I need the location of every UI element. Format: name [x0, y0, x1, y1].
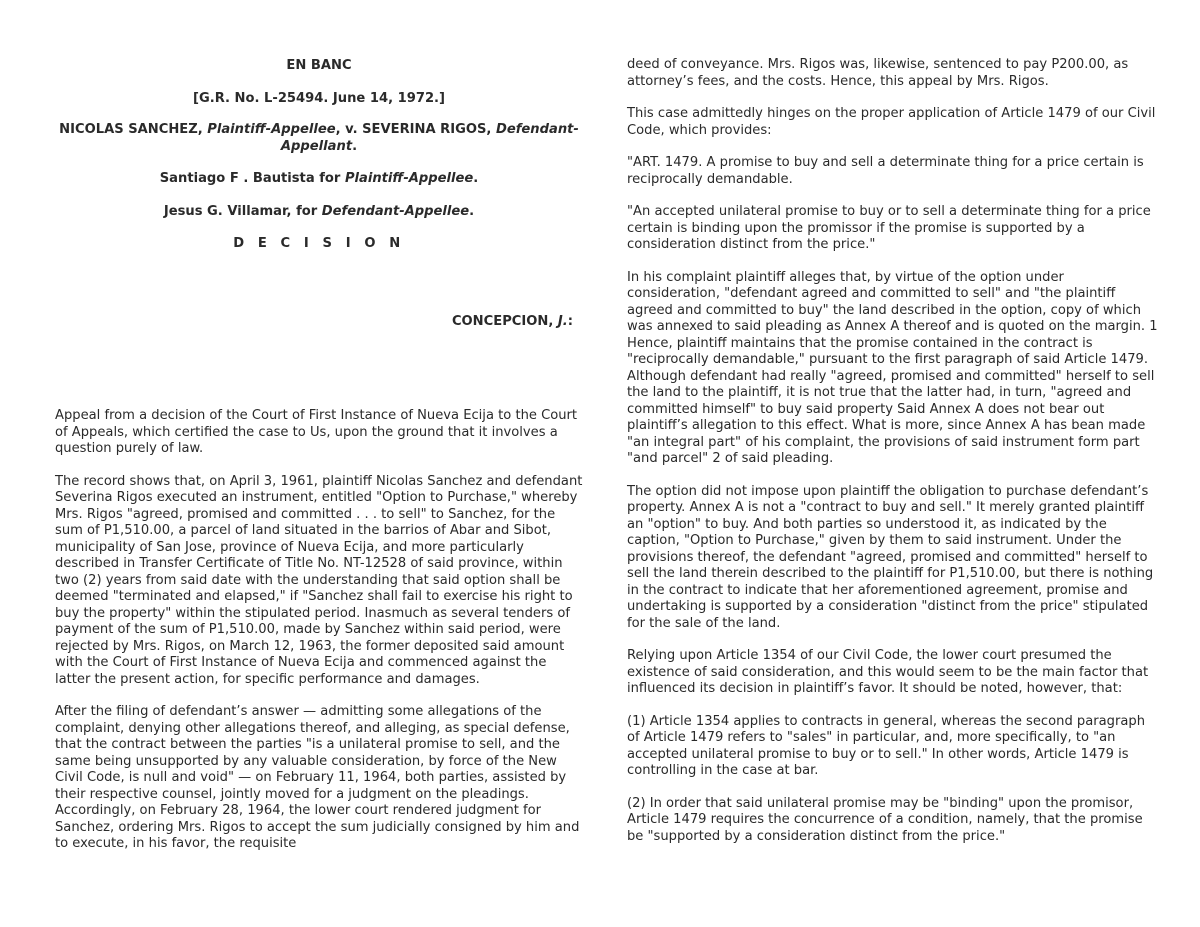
paragraph: The record shows that, on April 3, 1961, plaintiff Nicolas Sanchez and defendant Severina Rigos executed an instrument, entitled "Option to Purchase," whereby Mrs. Rigos "agreed, promised and committed . . . to sell" to Sanchez, for the sum of P1,510.00, a parcel of land situated in the barrios of Abar and Sibot, municipality of San Jose, province of Nueva Ecija, and more particularly described in Transfer Certificate of Title No. NT-12528 of said province, within two (2) years from said date with the understanding that said option shall be deemed "terminated and elapsed," if "Sanchez shall fail to exercise his right to buy the property" within the stipulated period. Inasmuch as several tenders of payment of the sum of P1,510.00, made by Sanchez within said period, were rejected by Mrs. Rigos, on March 12, 1963, the former deposited said amount with the Court of First Instance of Nueva Ecija and commenced against the latter the present action, for specific performance and damages.	[55, 473, 583, 687]
left-column	[55, 46, 583, 851]
counsel-plaintiff	[55, 171, 583, 188]
court-division: EN BANC	[286, 58, 352, 73]
ponente-name: CONCEPCION,	[451, 313, 558, 329]
decision-heading: D E C I S I O N	[233, 236, 405, 251]
counsel-defendant-end: .	[469, 203, 475, 219]
counsel-defendant	[55, 204, 583, 221]
paragraph: "An accepted unilateral promise to buy or to sell a determinate thing for a price certain is binding upon the promissor if the promise is supported by a consideration distinct from the price."	[627, 204, 1151, 252]
left-body-text	[55, 408, 583, 869]
plaintiff-name: NICOLAS SANCHEZ,	[59, 122, 208, 137]
plaintiff-role: Plaintiff-Appellee	[207, 122, 336, 137]
right-column	[627, 57, 1160, 861]
paragraph: This case admittedly hinges on the proper application of Article 1479 of our Civil Code, which provides:	[627, 106, 1156, 138]
parties-end: .	[352, 138, 358, 154]
ponente	[55, 314, 573, 331]
counsel-plaintiff-role: Plaintiff-Appellee	[344, 171, 474, 186]
case-parties	[55, 122, 583, 155]
paragraph: "ART. 1479. A promise to buy and sell a determinate thing for a price certain is reciprocally demandable.	[627, 155, 1144, 187]
paragraph: After the filing of defendant’s answer — admitting some allegations of the complaint, denying other allegations thereof, and alleging, as special defense, that the contract between the parties "is a unilateral promise to sell, and the same being unsupported by any valuable consideration, by force of the New Civil Code, is null and void" — on February 11, 1964, both parties, assisted by their respective counsel, jointly moved for a judgment on the pleadings. Accordingly, on February 28, 1964, the lower court rendered judgment for Sanchez, ordering Mrs. Rigos to accept the sum judicially consigned by him and to execute, in his favor, the requisite	[55, 704, 580, 851]
ponente-end: :	[567, 313, 573, 329]
counsel-defendant-role: Defendant-Appellee	[321, 203, 470, 219]
paragraph: Relying upon Article 1354 of our Civil Code, the lower court presumed the existence of said consideration, and this would seem to be the main factor that influenced its decision in plaintiff’s favor. It should be noted, however, that:	[627, 648, 1149, 696]
counsel-defendant-name: Jesus G. Villamar, for	[163, 203, 322, 219]
case-number: [G.R. No. L-25494. June 14, 1972.]	[192, 90, 446, 106]
counsel-plaintiff-name: Santiago F . Bautista for	[159, 171, 345, 186]
paragraph: deed of conveyance. Mrs. Rigos was, likewise, sentenced to pay P200.00, as attorney’s fees, and the costs. Hence, this appeal by Mrs. Rigos.	[627, 57, 1129, 89]
counsel-plaintiff-end: .	[473, 171, 479, 186]
paragraph: (2) In order that said unilateral promise may be "binding" upon the promisor, Article 1479 requires the concurrence of a condition, namely, that the promise be "supported by a consideration distinct from the price."	[627, 795, 1143, 844]
paragraph: In his complaint plaintiff alleges that, by virtue of the option under consideration, "defendant agreed and committed to sell" and "the plaintiff agreed and committed to buy" the land described in the option, copy of which was annexed to said pleading as Annex A thereof and is quoted on the margin. 1 Hence, plaintiff maintains that the promise contained in the contract is "reciprocally demandable," pursuant to the first paragraph of said Article 1479. Although defendant had really "agreed, promised and committed" herself to sell the land to the plaintiff, it is not true that the latter had, in turn, "agreed and committed himself" to buy said property Said Annex A does not bear out plaintiff’s allegation to this effect. What is more, since Annex A has bean made "an integral part" of his complaint, the provisions of said instrument form part "and parcel" 2 of said pleading.	[627, 269, 1158, 466]
paragraph: Appeal from a decision of the Court of First Instance of Nueva Ecija to the Court of Appeals, which certified the case to Us, upon the ground that it involves a question purely of law.	[55, 408, 578, 456]
paragraph: The option did not impose upon plaintiff the obligation to purchase defendant’s property. Annex A is not a "contract to buy and sell." It merely granted plaintiff an "option" to buy. And both parties so understood it, as indicated by the caption, "Option to Purchase," given by them to said instrument. Under the provisions thereof, the defendant "agreed, promised and committed" herself to sell the land therein described to the plaintiff for P1,510.00, but there is nothing in the contract to indicate that her aforementioned agreement, promise and undertaking is supported by a consideration "distinct from the price" stipulated for the sale of the land.	[627, 483, 1154, 631]
versus-defendant: , v. SEVERINA RIGOS,	[335, 122, 496, 137]
paragraph: (1) Article 1354 applies to contracts in general, whereas the second paragraph of Article 1479 refers to "sales" in particular, and, more specifically, to "an accepted unilateral promise to buy or to sell." In other words, Article 1479 is controlling in the case at bar.	[627, 713, 1145, 778]
ponente-suffix: J.	[557, 313, 568, 329]
defendant-role: Defendant-Appellant	[280, 122, 579, 154]
